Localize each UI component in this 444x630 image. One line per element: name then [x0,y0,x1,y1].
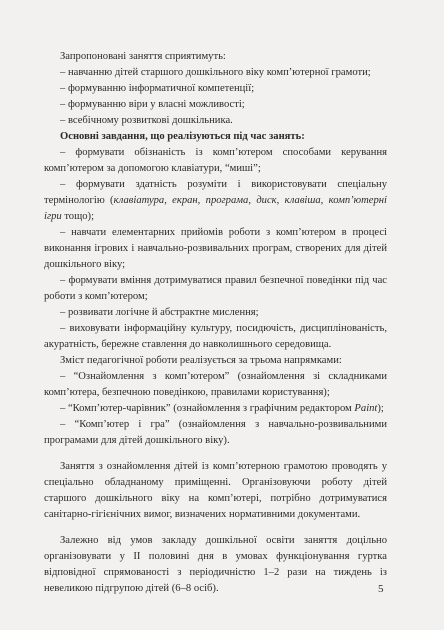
direction-text: – “Комп’ютер-чарівник” (ознайомлення з графічним редактором [60,403,355,414]
direction-item [44,401,387,417]
direction-text-italic: Paint [354,403,378,414]
paragraph: Залежно від умов закладу дошкільної освіти заняття доцільно організовувати у ІІ половині дня в умовах функціонування гуртка відповідної спрямованості з періодичністю 1–2 рази на тиждень із невеликою підгрупою дітей (6–8 осіб). [44,535,387,594]
task-item: – розвивати логічне й абстрактне мислення; [60,307,259,318]
task-item: – навчати елементарних прийомів роботи з комп’ютером в процесі виконання ігрових і навчально-розвивальних програм, створених для дітей дошкільного віку; [44,227,387,270]
task-text: тощо); [61,211,95,222]
list-item: – всебічному розвиткові дошкільника. [60,115,233,126]
list-item: – формуванню віри у власні можливості; [60,99,245,110]
section-heading: Основні завдання, що реалізуються під час занять: [60,131,305,142]
task-text: – формувати здатність розуміти і використовувати спеціальну термінологію ( [44,179,387,206]
body-text [44,49,387,597]
task-item [44,177,387,225]
direction-item: – “Ознайомлення з комп’ютером” (ознайомлення зі складниками комп’ютера, безпечною поведінкою, правилами користування); [44,371,387,398]
direction-text: ); [377,403,384,414]
directions-paragraph: Зміст педагогічної роботи реалізується за трьома напрямками: [60,355,342,366]
task-item: – формувати обізнаність із комп’ютером способами керування комп’ютером за допомогою клавіатури, “миші”; [44,147,387,174]
page-number: 5 [378,583,384,595]
task-text-italic: клавіатура, екран, програма, диск, клавіша, комп’ютерні ігри [44,195,387,222]
list-item: – формуванню інформатичної компетенції; [60,83,255,94]
task-item: – виховувати інформаційну культуру, посидючість, дисциплінованість, акуратність, бережне ставлення до навколишнього середовища. [44,323,387,350]
task-item: – формувати вміння дотримуватися правил безпечної поведінки під час роботи з комп’ютером; [44,275,387,302]
paragraph: Заняття з ознайомлення дітей із комп’ютерною грамотою проводять у спеціально обладнаному приміщенні. Організовуючи роботу дітей старшого дошкільного віку на комп’ютері, потрібно дотримуватися санітарно-гігієнічних вимог, визначених нормативними документами. [44,461,387,520]
list-item: – навчанню дітей старшого дошкільного віку комп’ютерної грамоти; [60,67,371,78]
direction-item: – “Комп’ютер і гра” (ознайомлення з навчально-розвивальними програмами для дітей дошкільного віку). [44,419,387,446]
intro-paragraph: Запропоновані заняття сприятимуть: [60,51,226,62]
